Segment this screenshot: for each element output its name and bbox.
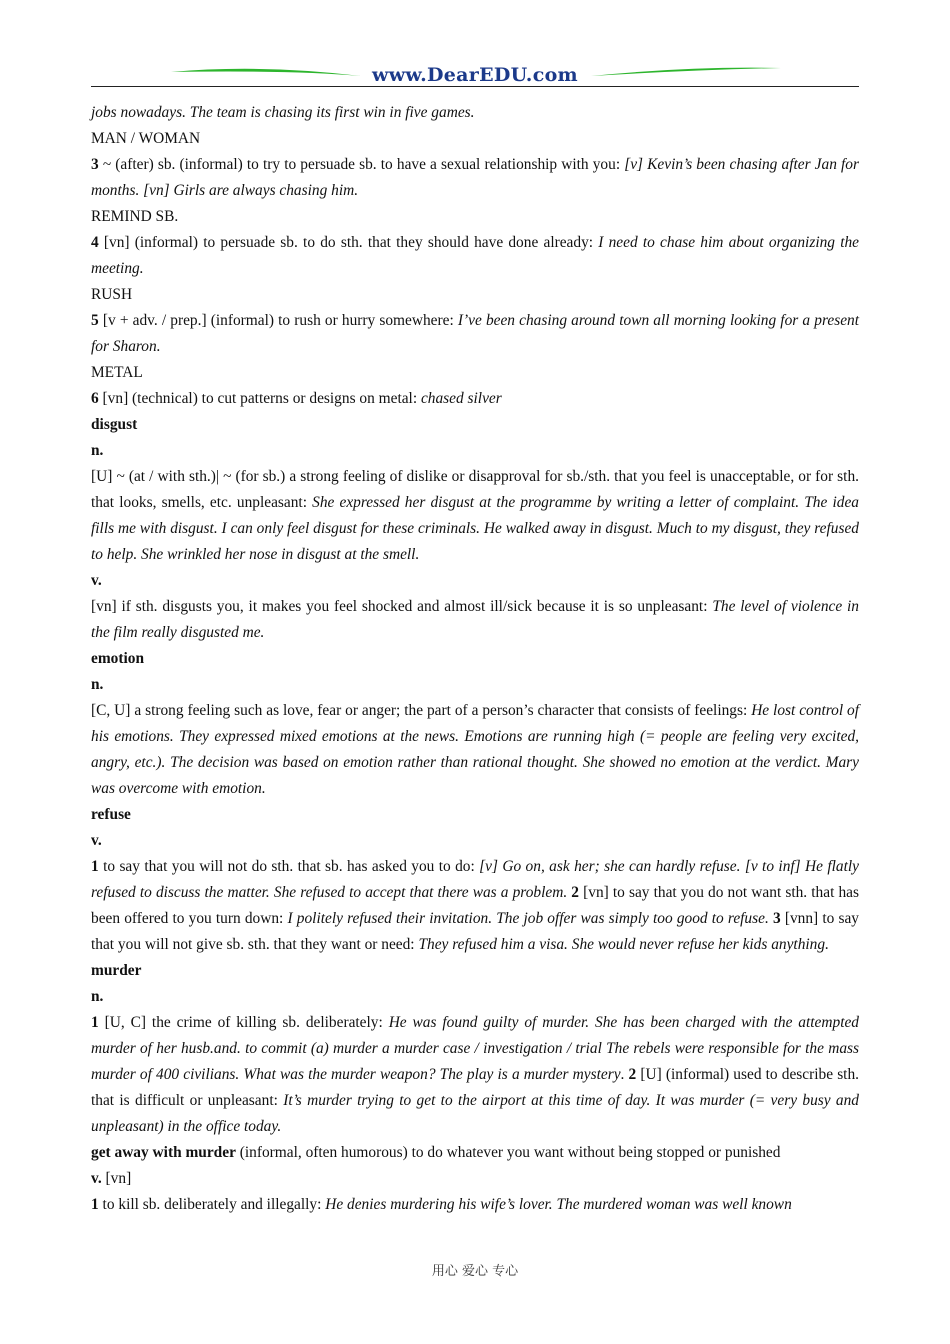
header-rule [91, 86, 859, 87]
example: chased silver [420, 390, 502, 407]
emotion-noun-sense [91, 698, 859, 802]
example: It’s murder trying to get to the airport at this time of day. It was murder (= very busy and unpleasant) in the office today. [91, 1092, 859, 1135]
example: jobs nowadays. The team is chasing its first win in five games. [91, 104, 475, 121]
page-header [91, 60, 859, 90]
example: [v] Kevin’s been chasing after Jan for months. [vn] Girls are always chasing him. [91, 156, 859, 199]
sense-number: 6 [91, 390, 99, 407]
sense-heading: RUSH [91, 286, 133, 303]
example: [v] Go on, ask her; she can hardly refuse. [v to inf] He flatly refused to discuss the matter. She refused to accept that there was a problem. [91, 858, 859, 901]
example: The level of violence in the film really disgusted me. [91, 598, 860, 641]
example: He lost control of his emotions. They expressed mixed emotions at the news. Emotions are running high (= people are feeling very excited, angry, etc.). The decision was based on emotion rather than rational thought. She showed no emotion at the verdict. Mary was overcome with emotion. [91, 702, 859, 797]
sense-number: 2 [571, 884, 579, 901]
disgust-verb-sense [91, 594, 859, 646]
part-of-speech: v. [91, 572, 102, 589]
part-of-speech: n. [91, 442, 104, 459]
definition: [U] (informal) used to describe sth. that is difficult or unpleasant: [91, 1066, 859, 1109]
sense-number: 1 [91, 1196, 99, 1213]
definition: [vn] (informal) to persuade sb. to do sth. that they should have done already: [98, 234, 599, 251]
example: He denies murdering his wife’s lover. The murdered woman was well known [325, 1196, 792, 1213]
definition: to kill sb. deliberately and illegally: [98, 1196, 326, 1213]
definition: [vnn] to say that you will not give sb. sth. that they want or need: [91, 910, 859, 953]
murder-noun-senses [91, 1010, 859, 1140]
sense-number: 5 [91, 312, 99, 329]
sense-3 [91, 152, 859, 204]
murder-verb-pos [91, 1166, 859, 1192]
murder-idiom [91, 1140, 859, 1166]
definition: [vn] if sth. disgusts you, it makes you feel shocked and almost ill/sick because it is so unpleasant: [91, 598, 713, 615]
part-of-speech: v. [91, 1170, 102, 1187]
definition: [vn] to say that you do not want sth. that has been offered to you turn down: [91, 884, 859, 927]
example: I need to chase him about organizing the meeting. [91, 234, 860, 277]
site-logo-text: www.DearEDU.com [372, 64, 578, 86]
example: He was found guilty of murder. She has been charged with the attempted murder of her husb.and. to commit (a) murder a murder case / investigation / trial The rebels were responsible for the mass murder of 400 civilians. What was the murder weapon? The play is a murder mystery [91, 1014, 859, 1083]
refuse-verb-senses [91, 854, 859, 958]
definition: [U] ~ (at / with sth.)| ~ (for sb.) a strong feeling of dislike or disapproval for sb./sth. that you feel is unacceptable, or for sth. that looks, smells, etc. unpleasant: [91, 468, 859, 511]
definition: [vn] (technical) to cut patterns or designs on metal: [98, 390, 421, 407]
sense-heading: MAN / WOMAN [91, 130, 201, 147]
headword-disgust: disgust [91, 416, 138, 433]
sense-4 [91, 230, 859, 282]
grammar-tag: [vn] [101, 1170, 132, 1187]
headword-emotion: emotion [91, 650, 145, 667]
page-footer: 用心 爱心 专心 [431, 1264, 519, 1279]
definition: [v + adv. / prep.] (informal) to rush or hurry somewhere: [98, 312, 458, 329]
sense-number: 3 [772, 910, 781, 927]
dictionary-content [91, 100, 859, 1218]
sense-heading: METAL [91, 364, 143, 381]
example: I politely refused their invitation. The job offer was simply too good to refuse. [287, 910, 769, 927]
definition: [U, C] the crime of killing sb. deliberately: [98, 1014, 389, 1031]
headword-refuse: refuse [91, 806, 131, 823]
definition: (informal, often humorous) to do whatever you want without being stopped or punished [235, 1144, 781, 1161]
sense-number: 1 [91, 1014, 99, 1031]
part-of-speech: v. [91, 832, 102, 849]
disgust-noun-sense [91, 464, 859, 568]
part-of-speech: n. [91, 676, 104, 693]
sense-heading: REMIND SB. [91, 208, 179, 225]
definition: [C, U] a strong feeling such as love, fear or anger; the part of a person’s character that consists of feelings: [91, 702, 752, 719]
example: I’ve been chasing around town all morning looking for a present for Sharon. [91, 312, 859, 355]
sense-5 [91, 308, 859, 360]
example: She expressed her disgust at the programme by writing a letter of complaint. The idea fills me with disgust. I can only feel disgust for these criminals. He walked away in disgust. Much to my disgust, they refused to help. She wrinkled her nose in disgust at the smell. [91, 494, 859, 563]
murder-verb-sense-1 [91, 1192, 859, 1218]
sense-number: 2 [628, 1066, 637, 1083]
definition: to say that you will not do sth. that sb. has asked you to do: [98, 858, 480, 875]
headword-murder: murder [91, 962, 142, 979]
chase-continued-line [91, 100, 859, 126]
example: They refused him a visa. She would never refuse her kids anything. [418, 936, 829, 953]
part-of-speech: n. [91, 988, 104, 1005]
sense-6 [91, 386, 859, 412]
definition: ~ (after) sb. (informal) to try to persuade sb. to have a sexual relationship with you: [98, 156, 625, 173]
sense-number: 4 [91, 234, 99, 251]
sense-number: 3 [91, 156, 99, 173]
punctuation: . [620, 1066, 629, 1083]
idiom-phrase: get away with murder [91, 1144, 236, 1161]
sense-number: 1 [91, 858, 99, 875]
